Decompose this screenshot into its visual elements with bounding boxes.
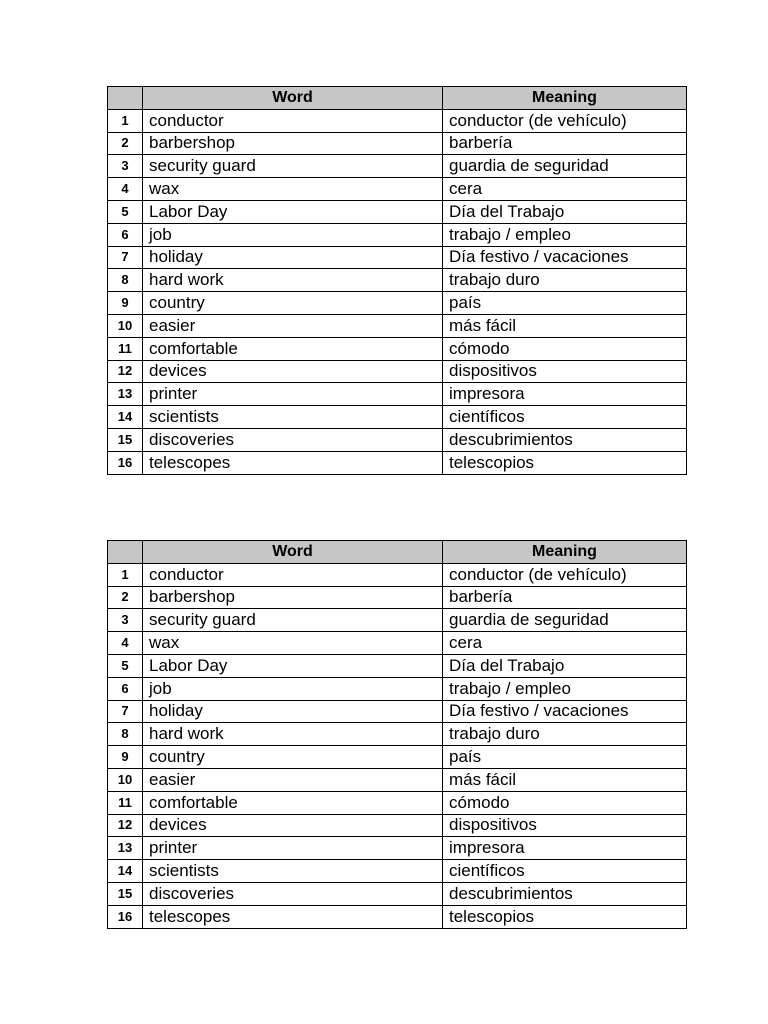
- meaning-cell: impresora: [443, 383, 687, 406]
- row-number-cell: 11: [108, 791, 143, 814]
- word-cell: job: [143, 677, 443, 700]
- meaning-cell: cómodo: [443, 337, 687, 360]
- table-row: [108, 563, 687, 586]
- word-cell: comfortable: [143, 337, 443, 360]
- table-row: [108, 905, 687, 928]
- row-number-cell: 1: [108, 109, 143, 132]
- row-number-cell: 14: [108, 860, 143, 883]
- row-number-cell: 8: [108, 723, 143, 746]
- meaning-cell: barbería: [443, 132, 687, 155]
- word-cell: scientists: [143, 860, 443, 883]
- table-row: [108, 246, 687, 269]
- meaning-cell: dispositivos: [443, 814, 687, 837]
- row-number-cell: 11: [108, 337, 143, 360]
- meaning-cell: científicos: [443, 406, 687, 429]
- meaning-cell: telescopios: [443, 905, 687, 928]
- word-cell: comfortable: [143, 791, 443, 814]
- row-number-cell: 10: [108, 314, 143, 337]
- meaning-cell: científicos: [443, 860, 687, 883]
- table-row: [108, 860, 687, 883]
- table-row: [108, 109, 687, 132]
- row-number-cell: 12: [108, 814, 143, 837]
- meaning-cell: Día del Trabajo: [443, 200, 687, 223]
- word-cell: country: [143, 746, 443, 769]
- table-row: [108, 609, 687, 632]
- vocabulary-table-2: [107, 540, 687, 929]
- word-cell: security guard: [143, 609, 443, 632]
- word-cell: devices: [143, 360, 443, 383]
- meaning-cell: descubrimientos: [443, 882, 687, 905]
- row-number-cell: 10: [108, 768, 143, 791]
- meaning-cell: guardia de seguridad: [443, 609, 687, 632]
- meaning-cell: trabajo / empleo: [443, 223, 687, 246]
- number-column-header: [108, 541, 143, 564]
- word-cell: discoveries: [143, 428, 443, 451]
- row-number-cell: 13: [108, 837, 143, 860]
- word-cell: job: [143, 223, 443, 246]
- row-number-cell: 3: [108, 155, 143, 178]
- header-row: [108, 541, 687, 564]
- table-row: [108, 360, 687, 383]
- table-row: [108, 200, 687, 223]
- row-number-cell: 8: [108, 269, 143, 292]
- row-number-cell: 5: [108, 200, 143, 223]
- meaning-cell: país: [443, 292, 687, 315]
- row-number-cell: 16: [108, 905, 143, 928]
- meaning-cell: país: [443, 746, 687, 769]
- row-number-cell: 7: [108, 700, 143, 723]
- row-number-cell: 15: [108, 428, 143, 451]
- row-number-cell: 3: [108, 609, 143, 632]
- meaning-cell: cera: [443, 632, 687, 655]
- table-row: [108, 223, 687, 246]
- word-cell: easier: [143, 314, 443, 337]
- word-column-header: Word: [143, 541, 443, 564]
- table-row: [108, 632, 687, 655]
- word-cell: telescopes: [143, 451, 443, 474]
- word-cell: holiday: [143, 700, 443, 723]
- table-row: [108, 451, 687, 474]
- row-number-cell: 4: [108, 178, 143, 201]
- table-row: [108, 768, 687, 791]
- word-cell: barbershop: [143, 132, 443, 155]
- table-row: [108, 428, 687, 451]
- table-row: [108, 586, 687, 609]
- table-row: [108, 837, 687, 860]
- row-number-cell: 16: [108, 451, 143, 474]
- table-row: [108, 269, 687, 292]
- word-cell: hard work: [143, 269, 443, 292]
- row-number-cell: 13: [108, 383, 143, 406]
- meaning-cell: más fácil: [443, 768, 687, 791]
- row-number-cell: 9: [108, 292, 143, 315]
- table-row: [108, 155, 687, 178]
- row-number-cell: 9: [108, 746, 143, 769]
- meaning-cell: cera: [443, 178, 687, 201]
- meaning-cell: impresora: [443, 837, 687, 860]
- vocabulary-table-1: [107, 86, 687, 475]
- table-row: [108, 654, 687, 677]
- table-row: [108, 178, 687, 201]
- word-cell: conductor: [143, 109, 443, 132]
- table-row: [108, 746, 687, 769]
- meaning-cell: Día del Trabajo: [443, 654, 687, 677]
- word-cell: devices: [143, 814, 443, 837]
- row-number-cell: 6: [108, 223, 143, 246]
- word-cell: Labor Day: [143, 654, 443, 677]
- row-number-cell: 5: [108, 654, 143, 677]
- meaning-cell: Día festivo / vacaciones: [443, 246, 687, 269]
- meaning-cell: trabajo duro: [443, 269, 687, 292]
- meaning-cell: guardia de seguridad: [443, 155, 687, 178]
- meaning-cell: conductor (de vehículo): [443, 563, 687, 586]
- row-number-cell: 2: [108, 132, 143, 155]
- table-row: [108, 337, 687, 360]
- meaning-cell: descubrimientos: [443, 428, 687, 451]
- meaning-column-header: Meaning: [443, 87, 687, 110]
- word-cell: security guard: [143, 155, 443, 178]
- row-number-cell: 12: [108, 360, 143, 383]
- table-row: [108, 791, 687, 814]
- word-cell: hard work: [143, 723, 443, 746]
- row-number-cell: 6: [108, 677, 143, 700]
- table-row: [108, 132, 687, 155]
- table-row: [108, 882, 687, 905]
- meaning-cell: trabajo duro: [443, 723, 687, 746]
- meaning-cell: telescopios: [443, 451, 687, 474]
- word-cell: barbershop: [143, 586, 443, 609]
- row-number-cell: 2: [108, 586, 143, 609]
- table-row: [108, 314, 687, 337]
- row-number-cell: 14: [108, 406, 143, 429]
- word-cell: wax: [143, 632, 443, 655]
- word-cell: scientists: [143, 406, 443, 429]
- word-cell: Labor Day: [143, 200, 443, 223]
- word-cell: country: [143, 292, 443, 315]
- meaning-column-header: Meaning: [443, 541, 687, 564]
- header-row: [108, 87, 687, 110]
- word-cell: telescopes: [143, 905, 443, 928]
- meaning-cell: Día festivo / vacaciones: [443, 700, 687, 723]
- word-cell: wax: [143, 178, 443, 201]
- table-row: [108, 677, 687, 700]
- table-row: [108, 700, 687, 723]
- meaning-cell: barbería: [443, 586, 687, 609]
- word-cell: printer: [143, 383, 443, 406]
- row-number-cell: 7: [108, 246, 143, 269]
- word-cell: discoveries: [143, 882, 443, 905]
- meaning-cell: conductor (de vehículo): [443, 109, 687, 132]
- row-number-cell: 15: [108, 882, 143, 905]
- word-cell: printer: [143, 837, 443, 860]
- table-row: [108, 383, 687, 406]
- word-cell: holiday: [143, 246, 443, 269]
- word-column-header: Word: [143, 87, 443, 110]
- table-row: [108, 723, 687, 746]
- meaning-cell: cómodo: [443, 791, 687, 814]
- word-cell: easier: [143, 768, 443, 791]
- table-row: [108, 406, 687, 429]
- meaning-cell: trabajo / empleo: [443, 677, 687, 700]
- row-number-cell: 4: [108, 632, 143, 655]
- number-column-header: [108, 87, 143, 110]
- word-cell: conductor: [143, 563, 443, 586]
- table-row: [108, 814, 687, 837]
- row-number-cell: 1: [108, 563, 143, 586]
- meaning-cell: dispositivos: [443, 360, 687, 383]
- table-row: [108, 292, 687, 315]
- meaning-cell: más fácil: [443, 314, 687, 337]
